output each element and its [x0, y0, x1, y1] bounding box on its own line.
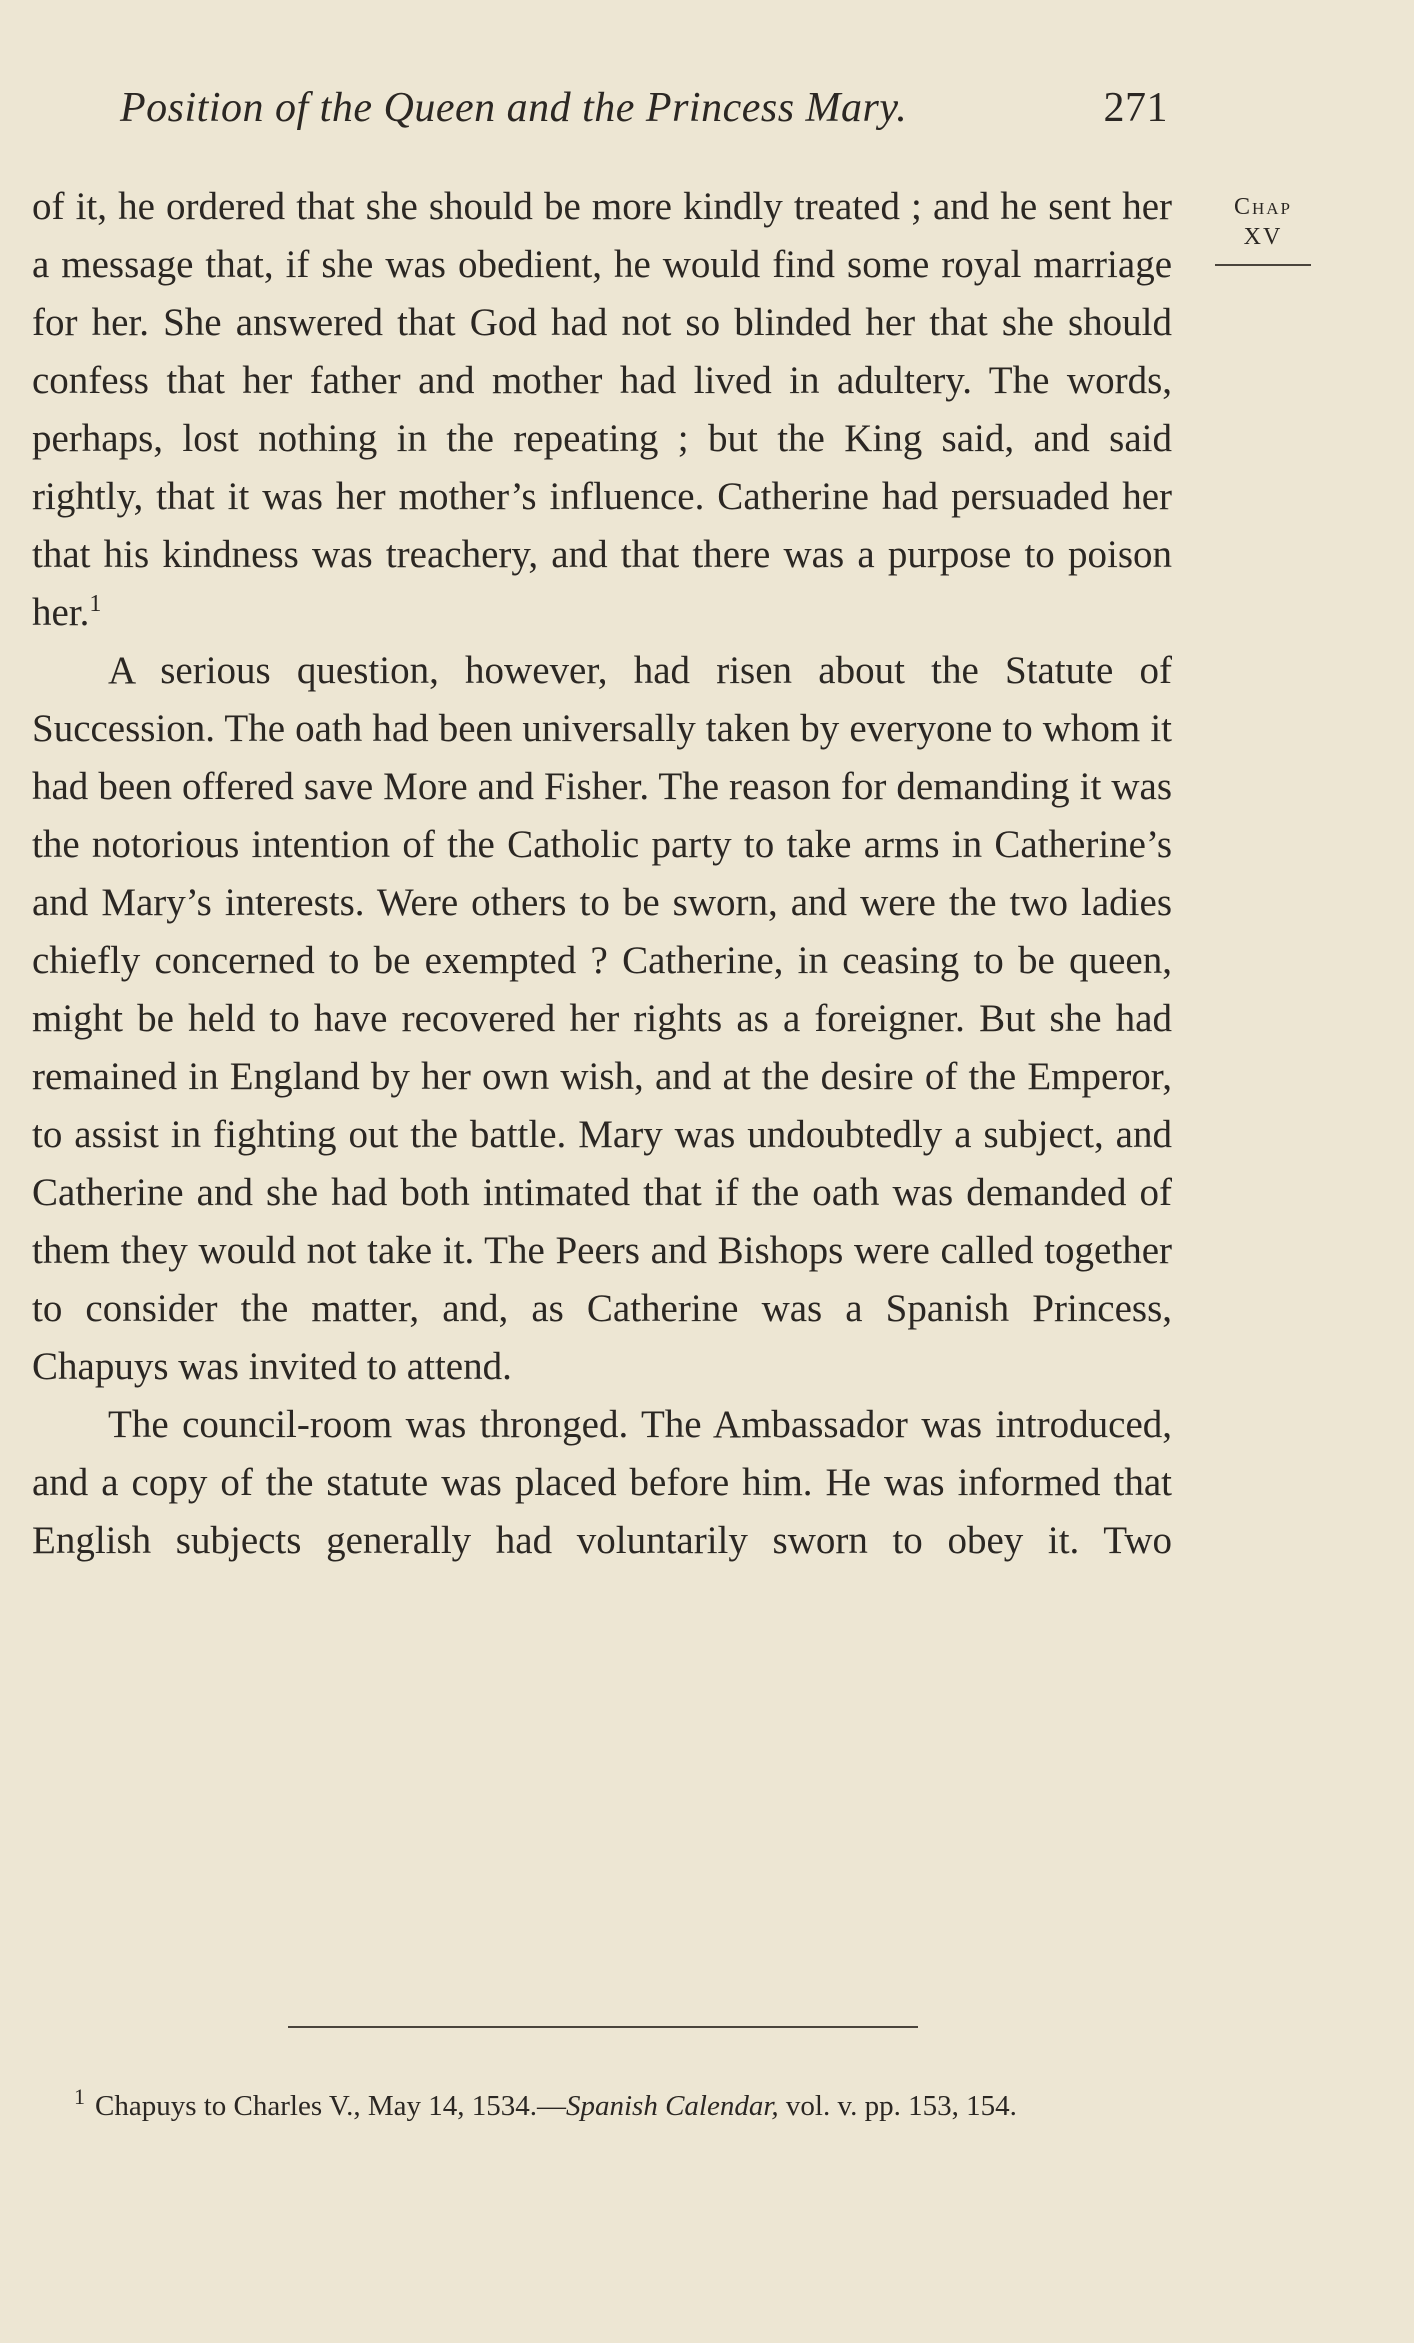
chapter-number: XV: [1243, 224, 1283, 250]
paragraph-1: [32, 178, 1172, 642]
chapter-margin-note: [1218, 192, 1308, 266]
page-number: 271: [1103, 85, 1168, 131]
paragraph-1-text: of it, he ordered that she should be more kindly treated ; and he sent her a message that, if she was obedient, he would find some royal marriage for her. She answered that God had not so blinded her that she should confess that her father and mother had lived in adultery. The words, perhaps, lost nothing in the repeating ; but the King said, and said rightly, that it was her mother’s influence. Catherine had persuaded her that his kindness was treachery, and that there was a purpose to poison her.: [32, 185, 1172, 634]
footnote-text-after: vol. v. pp. 153, 154.: [778, 2090, 1017, 2122]
chapter-rule: [1215, 264, 1311, 266]
running-title: Position of the Queen and the Princess Mary.: [120, 85, 908, 131]
footnote-source: Spanish Calendar,: [565, 2090, 779, 2122]
footnote-number: 1: [74, 2084, 85, 2110]
footnote-marker: 1: [89, 591, 102, 617]
paragraph-3: [32, 1396, 1172, 1570]
footnote-text-before: Chapuys to Charles V., May 14, 1534.—: [95, 2090, 566, 2122]
footnote: [32, 2082, 1172, 2130]
body-text: [32, 178, 1172, 1570]
paragraph-3-text: The council-room was thronged. The Ambassador was introduced, and a copy of the statute was placed before him. He was informed that English subjects generally had voluntarily sworn to obey it. Two: [32, 1403, 1172, 1562]
running-header: [120, 84, 1168, 132]
chapter-label: Chap: [1233, 194, 1293, 220]
footnote-rule: [288, 2026, 918, 2028]
paragraph-2-text: A serious question, however, had risen about the Statute of Succession. The oath had been universally taken by everyone to whom it had been offered save More and Fisher. The reason for demanding it was the notorious intention of the Catholic party to take arms in Catherine’s and Mary’s interests. Were others to be sworn, and were the two ladies chiefly concerned to be exempted ? Catherine, in ceasing to be queen, might be held to have recovered her rights as a foreigner. But she had remained in England by her own wish, and at the desire of the Emperor, to assist in fighting out the battle. Mary was undoubtedly a subject, and Catherine and she had both intimated that if the oath was demanded of them they would not take it. The Peers and Bishops were called together to consider the matter, and, as Catherine was a Spanish Princess, Chapuys was invited to attend.: [32, 649, 1172, 1388]
paragraph-2: [32, 642, 1172, 1396]
